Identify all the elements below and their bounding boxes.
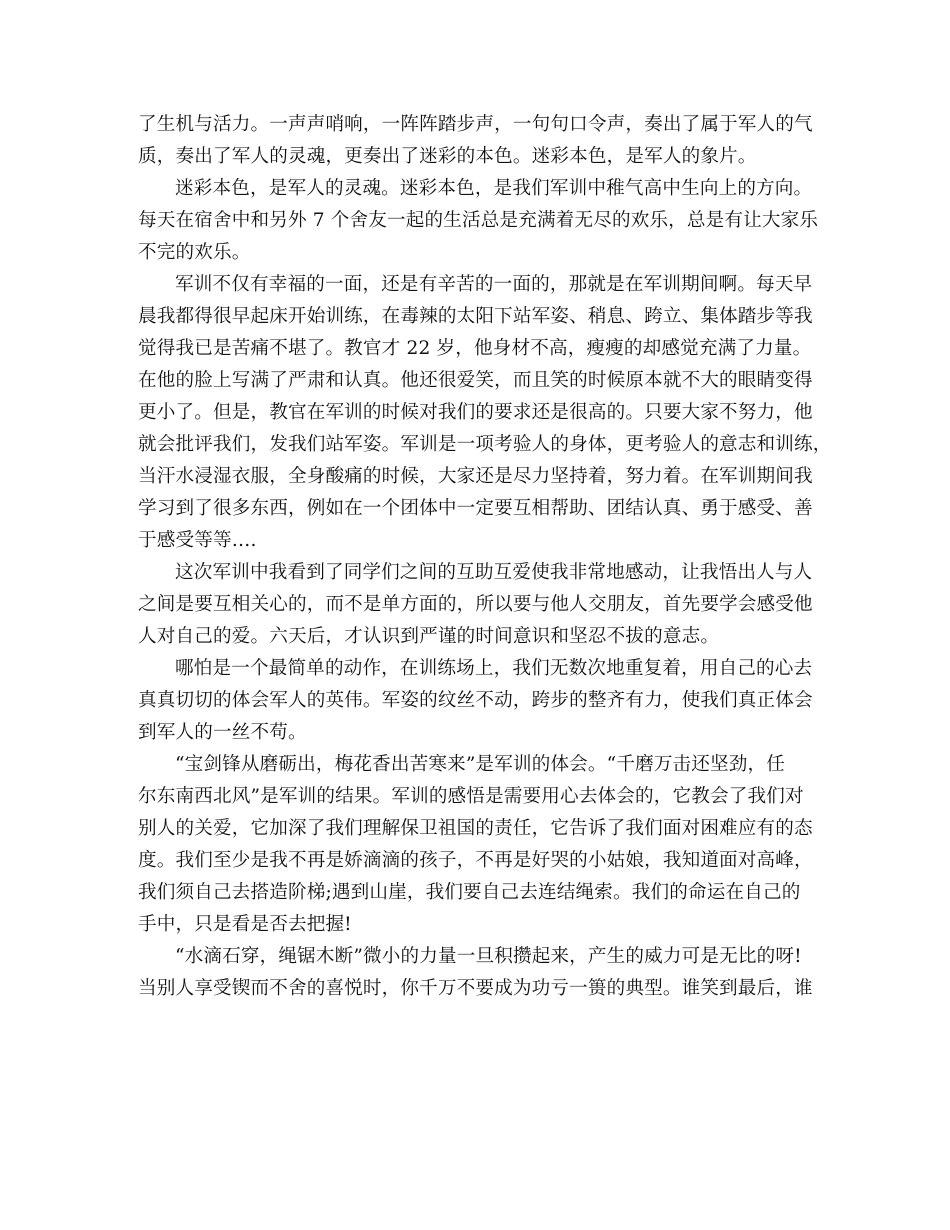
text-line: 学习到了很多东西，例如在一个团体中一定要互相帮助、团结认真、勇于感受、善	[138, 498, 813, 519]
text-line: 别人的关爱，它加深了我们理解保卫祖国的责任，它告诉了我们面对困难应有的态	[138, 818, 813, 839]
text-line: 当别人享受锲而不舍的喜悦时，你千万不要成为功亏一篑的典型。谁笑到最后，谁	[138, 978, 813, 999]
text-line: 之间是要互相关心的，而不是单方面的，所以要与他人交朋友，首先要学会感受他	[138, 594, 813, 615]
text-line: 真真切切的体会军人的英伟。军姿的纹丝不动，跨步的整齐有力，使我们真正体会	[138, 690, 813, 711]
text-line: 这次军训中我看到了同学们之间的互助互爱使我非常地感动，让我悟出人与人	[175, 562, 813, 583]
text-line: 觉得我已是苦痛不堪了。教官才 22 岁，他身材不高，瘦瘦的却感觉充满了力量。	[138, 338, 812, 359]
text-line: 尔东南西北风”是军训的结果。军训的感悟是需要用心去体会的，它教会了我们对	[138, 786, 804, 807]
text-line: 人对自己的爱。六天后，才认识到严谨的时间意识和坚忍不拔的意志。	[138, 626, 720, 647]
text-line: 了生机与活力。一声声哨响，一阵阵踏步声，一句句口令声，奏出了属于军人的气	[138, 114, 813, 135]
text-line: 在他的脸上写满了严肃和认真。他还很爱笑，而且笑的时候原本就不大的眼睛变得	[138, 370, 813, 391]
text-line: 质，奏出了军人的灵魂，更奏出了迷彩的本色。迷彩本色，是军人的象片。	[138, 146, 757, 167]
text-line: “宝剑锋从磨砺出，梅花香出苦寒来”是军训的体会。“千磨万击还坚劲，任	[175, 754, 786, 775]
text-line: 度。我们至少是我不再是娇滴滴的孩子，不再是好哭的小姑娘，我知道面对高峰，	[138, 850, 813, 871]
text-line: 于感受等等….	[138, 530, 257, 551]
text-line: 我们须自己去搭造阶梯;遇到山崖，我们要自己去连结绳索。我们的命运在自己的	[138, 882, 801, 903]
text-line: 哪怕是一个最简单的动作，在训练场上，我们无数次地重复着，用自己的心去	[175, 658, 813, 679]
text-line: 到军人的一丝不苟。	[138, 722, 307, 743]
text-line: 不完的欢乐。	[138, 242, 251, 263]
document-body	[138, 109, 832, 1005]
text-line: “水滴石穿，绳锯木断”微小的力量一旦积攒起来，产生的威力可是无比的呀!	[175, 946, 802, 967]
text-line: 就会批评我们，发我们站军姿。军训是一项考验人的身体，更考验人的意志和训练，	[138, 434, 832, 455]
text-line: 当汗水浸湿衣服，全身酸痛的时候，大家还是尽力坚持着，努力着。在军训期间我	[138, 466, 813, 487]
text-line: 更小了。但是，教官在军训的时候对我们的要求还是很高的。只要大家不努力，他	[138, 402, 813, 423]
text-line: 手中，只是看是否去把握!	[138, 914, 352, 935]
text-line: 晨我都得很早起床开始训练，在毒辣的太阳下站军姿、稍息、跨立、集体踏步等我	[138, 306, 813, 327]
text-line: 每天在宿舍中和另外 7 个舍友一起的生活总是充满着无尽的欢乐，总是有让大家乐	[138, 210, 819, 231]
text-line: 军训不仅有幸福的一面，还是有辛苦的一面的，那就是在军训期间啊。每天早	[175, 274, 813, 295]
text-line: 迷彩本色，是军人的灵魂。迷彩本色，是我们军训中稚气高中生向上的方向。	[175, 178, 813, 199]
